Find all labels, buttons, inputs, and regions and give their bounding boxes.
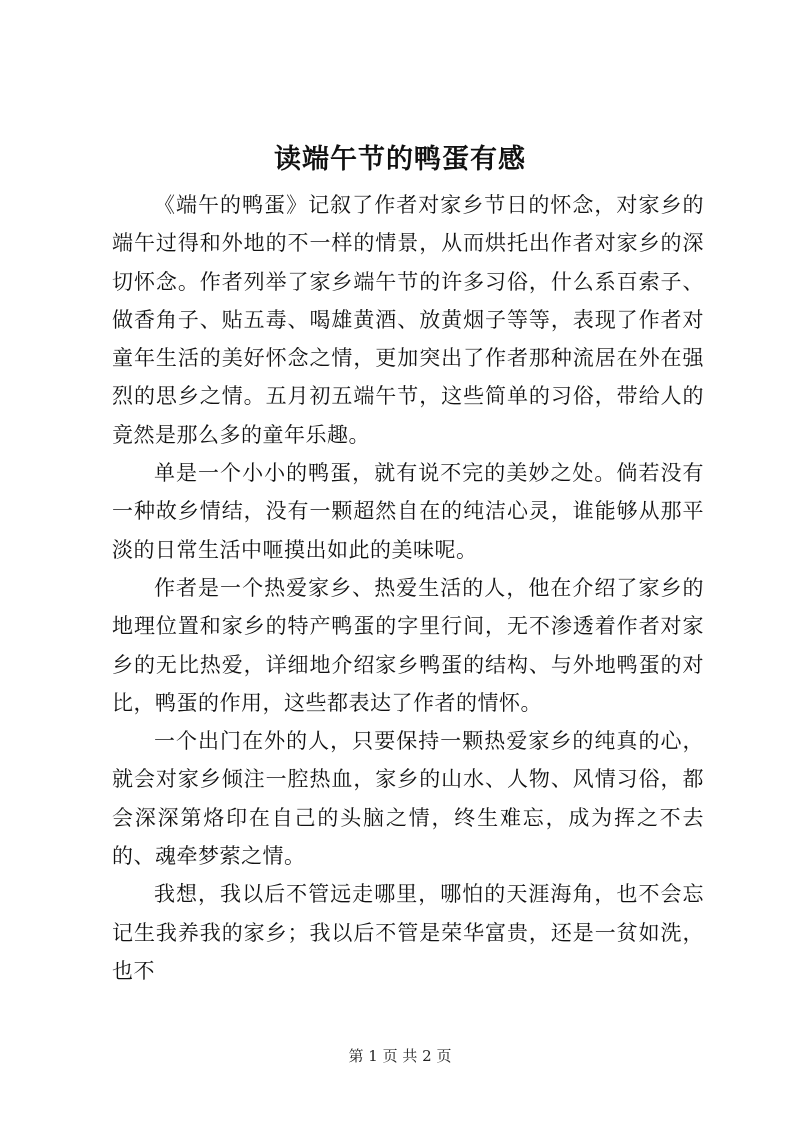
paragraph-5: 我想，我以后不管远走哪里，哪怕的天涯海角，也不会忘记生我养我的家乡；我以后不管是荣华富贵，还是一贫如洗，也不 <box>112 882 704 983</box>
paragraph-2: 单是一个小小的鸭蛋，就有说不完的美妙之处。倘若没有一种故乡情结，没有一颗超然自在的纯洁心灵，谁能够从那平淡的日常生活中咂摸出如此的美味呢。 <box>112 461 704 562</box>
document-body <box>112 186 704 990</box>
page-number-footer: 第 1 页 共 2 页 <box>348 1047 452 1065</box>
page-title: 读端午节的鸭蛋有感 <box>274 144 526 175</box>
paragraph-1: 《端午的鸭蛋》记叙了作者对家乡节日的怀念，对家乡的端午过得和外地的不一样的情景，从而烘托出作者对家乡的深切怀念。作者列举了家乡端午节的许多习俗，什么系百索子、做香角子、贴五毒、喝雄黄酒、放黄烟子等等，表现了作者对童年生活的美好怀念之情，更加突出了作者那种流居在外在强烈的思乡之情。五月初五端午节，这些简单的习俗，带给人的竟然是那么多的童年乐趣。 <box>112 193 704 447</box>
paragraph-4: 一个出门在外的人，只要保持一颗热爱家乡的纯真的心，就会对家乡倾注一腔热血，家乡的山水、人物、风情习俗，都会深深第烙印在自己的头脑之情，终生难忘，成为挥之不去的、魂牵梦萦之情。 <box>112 729 704 869</box>
paragraph-3: 作者是一个热爱家乡、热爱生活的人，他在介绍了家乡的地理位置和家乡的特产鸭蛋的字里行间，无不渗透着作者对家乡的无比热爱，详细地介绍家乡鸭蛋的结构、与外地鸭蛋的对比，鸭蛋的作用，这些都表达了作者的情怀。 <box>112 575 704 715</box>
